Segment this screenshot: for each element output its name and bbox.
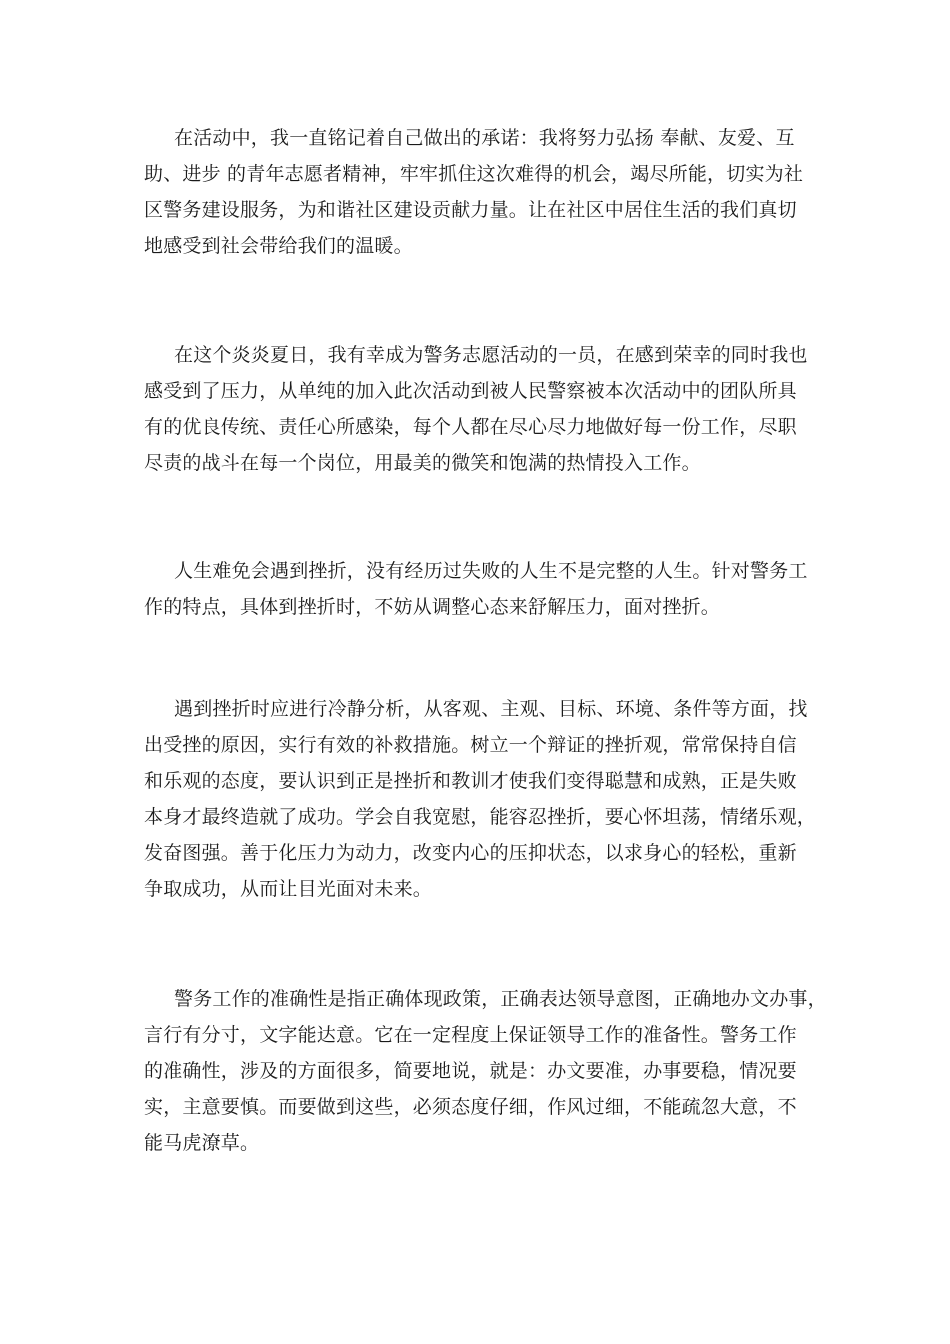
paragraph-line: 有的优良传统、责任心所感染，每个人都在尽心尽力地做好每一份工作，尽职 <box>144 416 797 438</box>
paragraph-line: 言行有分寸，文字能达意。它在一定程度上保证领导工作的准备性。警务工作 <box>144 1024 797 1046</box>
paragraph-setbacks <box>144 553 808 625</box>
paragraph-line: 人生难免会遇到挫折，没有经历过失败的人生不是完整的人生。针对警务工 <box>174 560 808 582</box>
paragraph-summer-volunteer <box>144 337 808 481</box>
paragraph-line: 发奋图强。善于化压力为动力，改变内心的压抑状态，以求身心的轻松，重新 <box>144 842 797 864</box>
paragraph-line: 作的特点，具体到挫折时，不妨从调整心态来舒解压力，面对挫折。 <box>144 596 721 618</box>
paragraph-line: 本身才最终造就了成功。学会自我宽慰，能容忍挫折，要心怀坦荡，情绪乐观， <box>144 806 817 828</box>
paragraph-line: 实，主意要慎。而要做到这些，必须态度仔细，作风过细，不能疏忽大意，不 <box>144 1096 797 1118</box>
paragraph-line: 在活动中，我一直铭记着自己做出的承诺：我将努力弘扬 奉献、友爱、互 <box>174 127 795 149</box>
paragraph-line: 感受到了压力，从单纯的加入此次活动到被人民警察被本次活动中的团队所具 <box>144 380 797 402</box>
paragraph-line: 在这个炎炎夏日，我有幸成为警务志愿活动的一员，在感到荣幸的同时我也 <box>174 344 808 366</box>
paragraph-line: 遇到挫折时应进行冷静分析，从客观、主观、目标、环境、条件等方面，找 <box>174 698 808 720</box>
paragraph-line: 出受挫的原因，实行有效的补救措施。树立一个辩证的挫折观，常常保持自信 <box>144 734 797 756</box>
paragraph-line: 争取成功，从而让目光面对未来。 <box>144 878 433 900</box>
paragraph-analysis <box>144 691 817 907</box>
paragraph-accuracy <box>144 981 827 1161</box>
paragraph-line: 的准确性，涉及的方面很多，简要地说，就是：办文要准，办事要稳，情况要 <box>144 1060 797 1082</box>
paragraph-line: 警务工作的准确性是指正确体现政策，正确表达领导意图，正确地办文办事， <box>174 988 827 1010</box>
paragraph-line: 尽责的战斗在每一个岗位，用最美的微笑和饱满的热情投入工作。 <box>144 452 701 474</box>
paragraph-line: 地感受到社会带给我们的温暖。 <box>144 235 413 257</box>
paragraph-line: 区警务建设服务，为和谐社区建设贡献力量。让在社区中居住生活的我们真切 <box>144 199 797 221</box>
paragraph-line: 和乐观的态度，要认识到正是挫折和教训才使我们变得聪慧和成熟，正是失败 <box>144 770 797 792</box>
paragraph-line: 助、进步 的青年志愿者精神，牢牢抓住这次难得的机会，竭尽所能，切实为社 <box>144 163 804 185</box>
paragraph-line: 能马虎潦草。 <box>144 1132 260 1154</box>
paragraph-commitment <box>144 120 808 264</box>
